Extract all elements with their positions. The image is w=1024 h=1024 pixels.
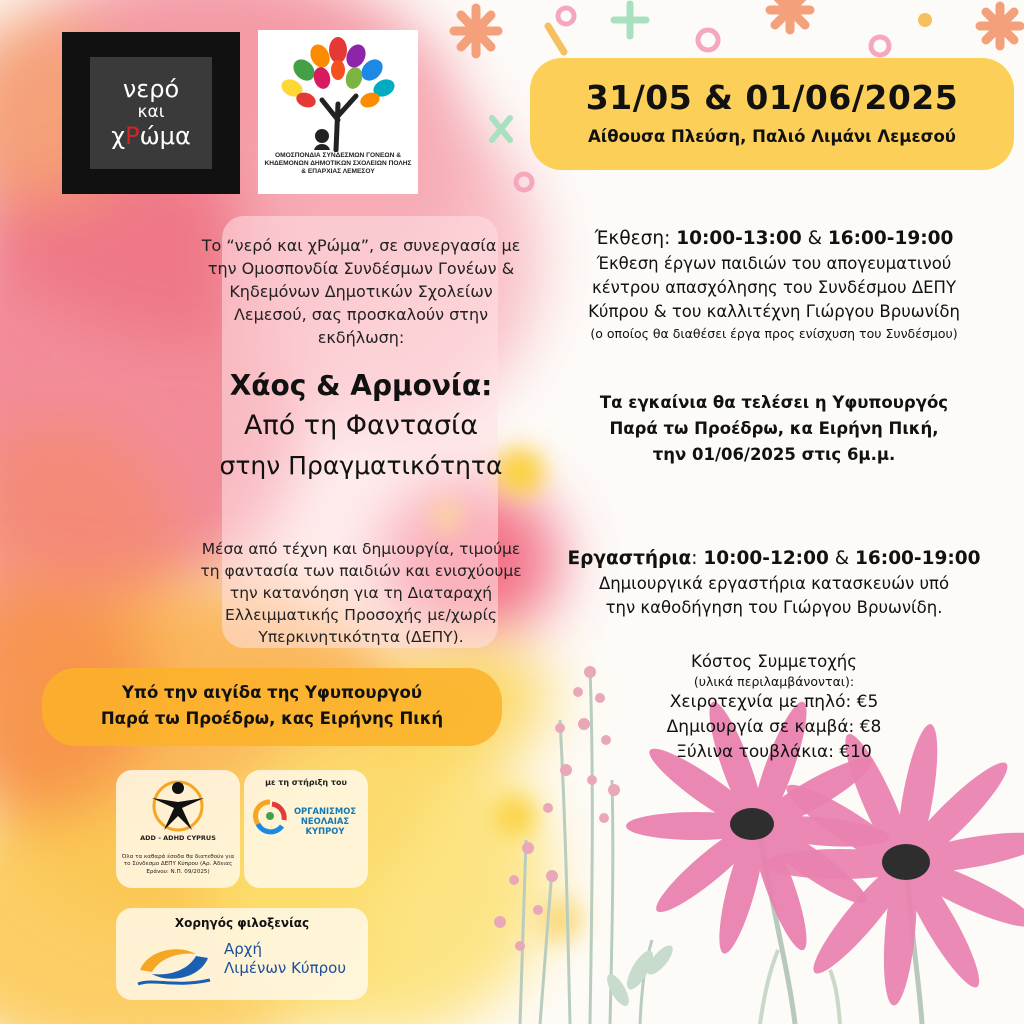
event-title xyxy=(196,366,526,486)
workshops-section xyxy=(536,546,1012,620)
event-date-banner xyxy=(530,58,1014,170)
ports-authority-name: Αρχή Λιμένων Κύπρου xyxy=(224,940,346,977)
ports-authority-icon xyxy=(134,936,214,992)
youth-organisation-card xyxy=(244,770,368,888)
adhd-cyprus-card xyxy=(116,770,240,888)
workshops-hours: Εργαστήρια: 10:00-12:00 & 16:00-19:00 xyxy=(567,548,981,569)
event-title-line-3: στην Πραγματικότητα xyxy=(219,451,503,480)
logo-line-2: και xyxy=(137,102,165,123)
adhd-cyprus-icon xyxy=(146,776,210,834)
support-header: με τη στήριξη του xyxy=(265,778,347,787)
workshops-desc-2: την καθοδήγηση του Γιώργου Βρυωνίδη. xyxy=(605,598,943,617)
event-venue: Αίθουσα Πλεύση, Παλιό Λιμάνι Λεμεσού xyxy=(588,127,956,146)
opening-line-3: την 01/06/2025 στις 6μ.μ. xyxy=(652,445,896,464)
cost-title: Κόστος Συμμετοχής xyxy=(691,652,857,671)
cost-item: Χειροτεχνία με πηλό: €5 xyxy=(669,692,879,712)
cost-item: Δημιουργία σε καμβά: €8 xyxy=(666,717,882,737)
exhibition-note: (ο οποίος θα διαθέσει έργα προς ενίσχυση του Συνδέσμου) xyxy=(590,326,958,341)
patronage-line-2: Παρά τω Προέδρω, κας Ειρήνης Πική xyxy=(100,709,444,728)
invitation-intro: Το “νερό και χΡώμα”, σε συνεργασία με την Ομοσπονδία Συνδέσμων Γονέων & Κηδεμόνων Δημοτικών Σχολείων Λεμεσού, σας προσκαλούν στην εκδήλωση: xyxy=(201,236,521,347)
federation-name: ΟΜΟΣΠΟΝΔΙΑ ΣΥΝΔΕΣΜΩΝ ΓΟΝΕΩΝ & ΚΗΔΕΜΟΝΩΝ ΔΗΜΟΤΙΚΩΝ ΣΧΟΛΕΙΩΝ ΠΟΛΗΣ & ΕΠΑΡΧΙΑΣ ΛΕΜΕΣΟΥ xyxy=(264,152,412,175)
patronage-banner xyxy=(42,668,502,746)
youth-organisation-icon xyxy=(250,796,290,836)
exhibition-desc-2: κέντρου απασχόλησης του Συνδέσμου ΔΕΠΥ xyxy=(591,278,957,297)
adhd-cyprus-name: ADD - ADHD CYPRUS xyxy=(140,834,216,842)
hospitality-sponsor-card xyxy=(116,908,368,1000)
nero-kai-chroma-logo xyxy=(62,32,240,194)
cost-section xyxy=(620,650,928,765)
adhd-proceeds-note: Όλα τα καθαρά έσοδα θα διατεθούν για το Σύνδεσμο ΔΕΠΥ Κύπρου (Αρ. Άδειας Εράνου: Ν.Π. 09/2025) xyxy=(121,854,235,875)
event-title-line-2: Από τη Φαντασία xyxy=(243,410,478,441)
cost-note: (υλικά περιλαμβάνονται): xyxy=(693,674,855,689)
event-dates: 31/05 & 01/06/2025 xyxy=(585,78,959,117)
youth-organisation-name: ΟΡΓΑΝΙΣΜΟΣ ΝΕΟΛΑΙΑΣ ΚΥΠΡΟΥ xyxy=(293,806,357,836)
opening-line-1: Τα εγκαίνια θα τελέσει η Υφυπουργός xyxy=(599,393,949,412)
hospitality-header: Χορηγός φιλοξενίας xyxy=(174,916,310,930)
exhibition-desc-1: Έκθεση έργων παιδιών του απογευματινού xyxy=(596,254,952,273)
exhibition-section xyxy=(536,226,1012,344)
hand-tree-icon xyxy=(258,30,418,152)
workshops-desc-1: Δημιουργικά εργαστήρια κατασκευών υπό xyxy=(598,574,950,593)
patronage-line-1: Υπό την αιγίδα της Υφυπουργού xyxy=(121,683,423,702)
invitation-description: Μέσα από τέχνη και δημιουργία, τιμούμε τη φαντασία των παιδιών και ενισχύουμε την κατανόηση για τη Διαταραχή Ελλειμματικής Προσοχής με/χωρίς Υπερκινητικότητα (ΔΕΠΥ). xyxy=(200,540,522,646)
logo-line-1: νερό xyxy=(122,74,180,103)
opening-section xyxy=(536,390,1012,468)
logo-line-3: χΡώμα xyxy=(111,121,191,150)
event-title-line-1: Χάος & Αρμονία: xyxy=(229,369,493,402)
parents-federation-logo xyxy=(258,30,418,194)
exhibition-desc-3: Κύπρου & του καλλιτέχνη Γιώργου Βρυωνίδη xyxy=(588,302,960,321)
opening-line-2: Παρά τω Προέδρω, κα Ειρήνη Πική, xyxy=(609,419,939,438)
cost-item: Ξύλινα τουβλάκια: €10 xyxy=(676,742,872,762)
exhibition-hours: Έκθεση: 10:00-13:00 & 16:00-19:00 xyxy=(594,228,954,249)
